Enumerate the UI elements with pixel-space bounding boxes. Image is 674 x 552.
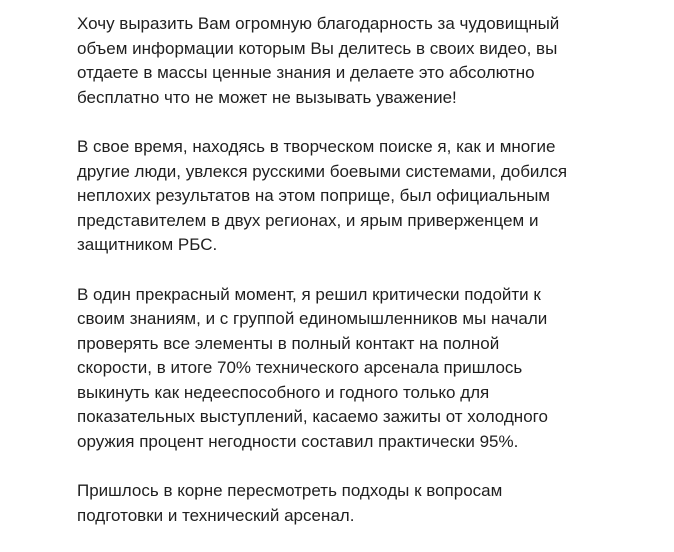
text-line: отдаете в массы ценные знания и делаете это абсолютно (77, 63, 535, 82)
text-line: своим знаниям, и с группой единомышленников мы начали (77, 309, 548, 328)
text-line: В свое время, находясь в творческом поиске я, как и многие (77, 137, 556, 156)
text-line: объем информации которым Вы делитесь в своих видео, вы (77, 38, 558, 58)
paragraph-conclusion (77, 479, 674, 528)
text-line: проверять все элементы в полный контакт на полной (77, 333, 500, 353)
text-line: защитником РБС. (77, 235, 218, 254)
text-line: оружия процент негодности составил практически 95%. (77, 431, 519, 451)
text-line: Пришлось в корне пересмотреть подходы к вопросам (77, 481, 503, 500)
text-line: подготовки и технический арсенал. (77, 505, 355, 525)
text-line: выкинуть как недееспособного и годного только для (77, 382, 490, 402)
text-line: другие люди, увлекся русскими боевыми системами, добился (77, 161, 568, 181)
text-line: неплохих результатов на этом поприще, был официальным (77, 186, 550, 205)
text-line: представителем в двух регионах, и ярым приверженцем и (77, 210, 539, 230)
text-line: показательных выступлений, касаемо зажиты от холодного (77, 407, 548, 426)
text-line: Хочу выразить Вам огромную благодарность за чудовищный (77, 14, 560, 33)
text-line: скорости, в итоге 70% технического арсенала пришлось (77, 358, 523, 377)
text-line: бесплатно что не может не вызывать уважение! (77, 87, 457, 107)
paragraph-background (77, 135, 674, 258)
paragraph-gratitude (77, 12, 674, 110)
text-line: В один прекрасный момент, я решил критически подойти к (77, 284, 541, 304)
paragraph-critical-review (77, 283, 674, 455)
